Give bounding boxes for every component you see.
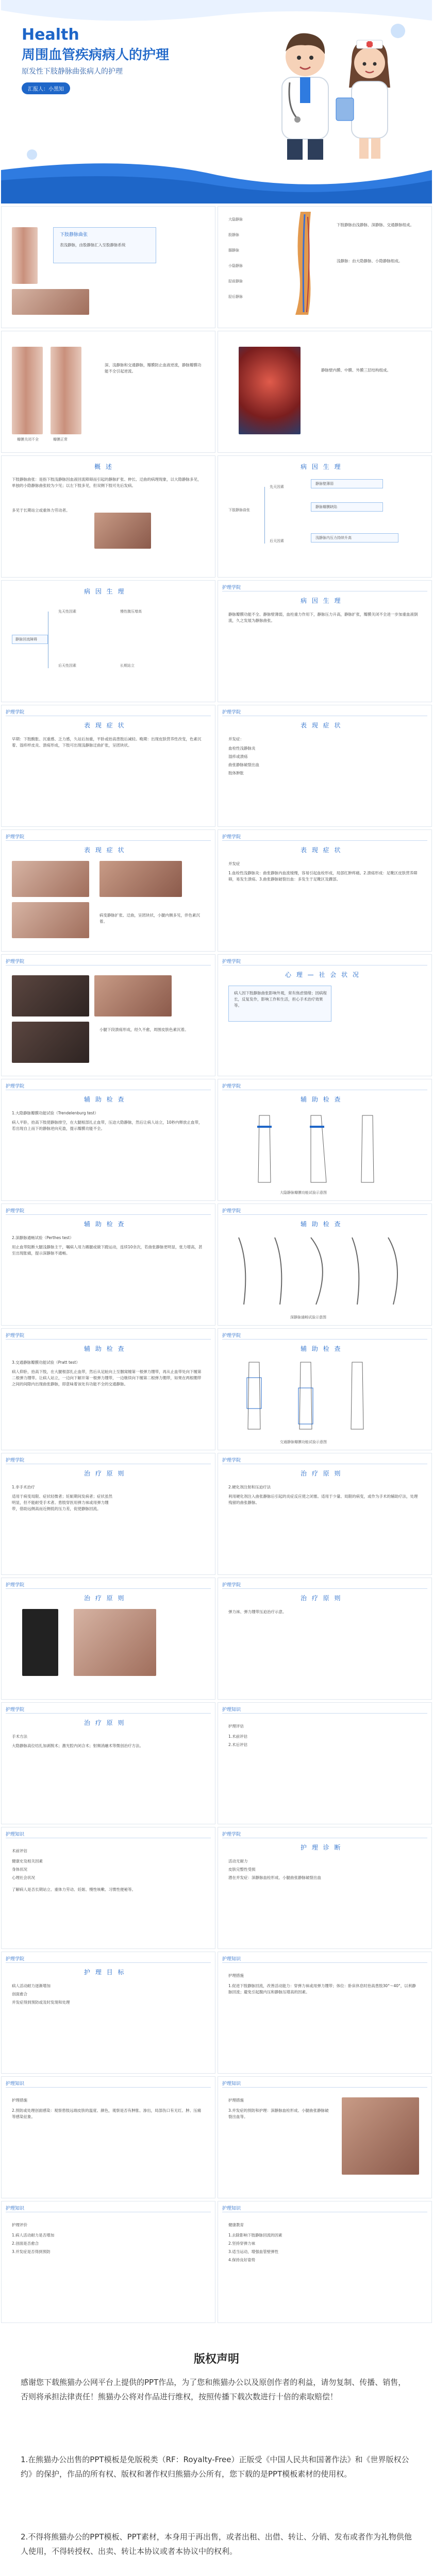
slide-32-header: 护理知识 xyxy=(6,2081,25,2087)
slide-28 xyxy=(1,1827,215,1949)
item-1: 静脉壁薄弱 xyxy=(315,482,334,486)
slide-12-header: 护理学院 xyxy=(6,835,25,840)
slide-10-text: 早期：下肢酸胀、沉重感、乏力感，久站后加重，平卧或抬高患肢后减轻。晚期：出现皮肤营养性改变，色素沉着、湿疹样皮炎、溃疡形成，下肢可出现浅静脉迂曲扩张，呈团块状。 xyxy=(12,737,202,748)
slide-18-heading: 2.深静脉通畅试验（Perthes test） xyxy=(12,1235,74,1240)
slide-21-title: 辅 助 检 查 xyxy=(301,1345,342,1352)
slide-9-header: 护理学院 xyxy=(222,585,241,590)
node-center-label: 静脉回流障碍 xyxy=(15,637,37,641)
cover-title: 周围血管疾病病人的护理 xyxy=(22,47,170,63)
node-d: 长期站立 xyxy=(120,664,135,668)
vein-label-2: 股静脉 xyxy=(228,233,239,237)
slide-31-text: 1.促进下肢静脉回流，改善活动能力：穿弹力袜或用弹力绷带；体位：卧床休息时抬高患肢30°～40°，以利静脉回流；避免引起腹内压和静脉压增高的因素。 xyxy=(228,1984,416,1994)
slide-10-header: 护理学院 xyxy=(6,710,25,715)
slide-15-header: 护理学院 xyxy=(222,959,241,964)
slide-23-text: 利用硬化剂注入曲张静脉后引起的炎症反应使之闭塞。适用于少量、局限的病变，或作为手术的辅助疗法，处理残留的曲张静脉。 xyxy=(228,1494,418,1505)
slide-19 xyxy=(218,1204,432,1326)
slide-12-image-2 xyxy=(99,861,182,897)
slide-33-image xyxy=(342,2097,419,2175)
slide-6-text2: 多见于长期站立或重体力劳动者。 xyxy=(12,508,70,513)
slide-9-title: 病 因 生 理 xyxy=(301,597,342,604)
slide-22 xyxy=(1,1453,215,1575)
slide-24-title: 治 疗 原 则 xyxy=(84,1595,126,1602)
slide-18-text: 用止血带阻断大腿浅静脉主干，嘱病人用力踢腿或做下蹬运动，连续10余次，若曲张静脉更明显，张力增高，甚至出现胀痛，提示深静脉不通畅。 xyxy=(12,1245,203,1256)
slide-28-item-1: 健康史及相关因素 xyxy=(12,1859,43,1863)
leg-test-diagram-3 xyxy=(228,1357,419,1434)
slide-2-note xyxy=(53,227,156,263)
ulcer-image-1 xyxy=(12,975,89,1016)
slide-21 xyxy=(218,1328,432,1450)
bandage-image xyxy=(74,1609,156,1676)
slide-13-text: 1.血栓性浅静脉炎：曲张静脉内血流缓慢，容易引起血栓形成，局部红肿疼痛。2.溃疡形成：足靴区皮肤营养障碍，易发生溃疡。3.曲张静脉破裂出血：多发生于足靴区及踝部。 xyxy=(228,871,418,882)
slide-30-item-3: 并发症得到预防或及时发现和处理 xyxy=(12,2000,70,2005)
slide-29 xyxy=(218,1827,432,1949)
vessel-wall-image xyxy=(239,347,301,434)
slide-2 xyxy=(1,206,215,328)
slide-26-rule xyxy=(6,1713,211,1714)
slide-27-header: 护理知识 xyxy=(222,1707,241,1713)
slide-34-header: 护理知识 xyxy=(6,2206,25,2211)
slide-25-text: 弹力袜、弹力绷带压迫治疗示意。 xyxy=(228,1609,287,1614)
item-box-2 xyxy=(311,502,383,512)
slide-20-rule xyxy=(6,1339,211,1340)
slide-33-text: 3.并发症的预防和护理：深静脉血栓形成、小腿曲张静脉破裂出血等。 xyxy=(228,2108,329,2119)
slide-7-right: 先天因素 xyxy=(270,485,284,489)
copyright-p3: 2.不得将熊猫办公的PPT模板、PPT素材，本身用于再出售，或者出租、出借、转让、分销、发布或者作为礼物供他人使用，不得转授权、出卖、转让本协议或者本协议中的权利。 xyxy=(21,2532,412,2556)
slide-17-caption: 大隐静脉瓣膜功能试验示意图 xyxy=(280,1191,327,1195)
item-3: 浅静脉内压力持续升高 xyxy=(315,536,352,540)
slide-13-rule xyxy=(222,840,427,841)
slide-12-rule xyxy=(6,840,211,841)
slide-34-heading: 护理评价 xyxy=(12,2223,27,2227)
slide-8-title: 病 因 生 理 xyxy=(84,588,126,595)
slide-13 xyxy=(218,829,432,952)
cover-slide xyxy=(1,0,432,204)
slide-12-image-3 xyxy=(12,902,89,938)
slide-35-item-1: 1.去除影响下肢静脉回流的因素 xyxy=(228,2233,282,2238)
slide-16-text: 病人平卧，抬高下肢使静脉排空，在大腿根部扎止血带，压迫大隐静脉，然后让病人站立，10秒内释放止血带，若出现自上而下的静脉逆向充盈，提示瓣膜功能不全。 xyxy=(12,1120,203,1131)
vein-label-4: 小隐静脉 xyxy=(228,264,243,268)
ulcer-image-3 xyxy=(12,1022,89,1063)
slide-35-heading: 健康教育 xyxy=(228,2223,244,2227)
slide-32-text: 2.预防或处理创面感染：观察患肢远端皮肤的温度、颜色，观察是否有肿胀、渗出，局部伤口有无红、肿、压痛等感染征象。 xyxy=(12,2108,202,2119)
slide-11-item-2: 湿疹或溃疡 xyxy=(228,754,248,759)
slide-22-header: 护理学院 xyxy=(6,1458,25,1463)
slide-16-header: 护理学院 xyxy=(6,1084,25,1089)
slide-28-heading: 术前评估 xyxy=(12,1849,27,1853)
slide-27-heading: 护理评估 xyxy=(228,1724,244,1728)
slide-7-title: 病 因 生 理 xyxy=(301,463,342,470)
slide-17-title: 辅 助 检 查 xyxy=(301,1096,342,1103)
slide-29-item-2: 皮肤完整性受损 xyxy=(228,1867,256,1872)
slide-32-rule xyxy=(6,2087,211,2088)
slide-33-rule xyxy=(222,2087,427,2088)
slide-29-header: 护理学院 xyxy=(222,1832,241,1837)
slide-34-item-2: 2.创面是否愈合 xyxy=(12,2241,39,2246)
slide-31-header: 护理知识 xyxy=(222,1957,241,1962)
slide-21-header: 护理学院 xyxy=(222,1333,241,1338)
slide-15-title: 心 理 — 社 会 状 况 xyxy=(285,971,360,978)
slide-23-header: 护理学院 xyxy=(222,1458,241,1463)
slide-11-item-3: 曲张静脉破裂出血 xyxy=(228,762,259,767)
slide-26-title: 治 疗 原 则 xyxy=(84,1719,126,1726)
slide-13-heading: 并发症 xyxy=(228,861,240,866)
slide-14-text: 小腿下段溃疡形成，经久不愈，周围皮肤色素沉着。 xyxy=(99,1027,189,1032)
slide-11-item-1: 血栓性浅静脉炎 xyxy=(228,746,256,751)
slide-35-header: 护理知识 xyxy=(222,2206,241,2211)
slide-11-header: 护理学院 xyxy=(222,710,241,715)
slide-9-text: 静脉瓣膜功能不全、静脉壁薄弱，血柱重力作用下，静脉压力升高，静脉扩张，瓣膜关闭不全进一步加重血液倒流，久之发展为静脉曲张。 xyxy=(228,612,418,623)
slide-22-heading: 1.非手术治疗 xyxy=(12,1485,35,1489)
slide-18-title: 辅 助 检 查 xyxy=(84,1221,126,1228)
slide-30-item-1: 病人活动耐力逐渐增加 xyxy=(12,1984,51,1988)
valve-image-2 xyxy=(51,347,81,434)
slide-8 xyxy=(1,580,215,702)
slide-4 xyxy=(1,331,215,453)
leg-test-diagram-2 xyxy=(228,1232,419,1310)
stocking-image xyxy=(22,1609,58,1676)
slide-20-text: 病人仰卧，抬高下肢，在大腿根部扎止血带，然后从足趾向上至腘窝缠第一根弹力绷带，再从止血带处向下缠第二根弹力绷带。让病人站立，一边向下解开第一根弹力绷带，一边继续向下缠第二根弹力绷带，如果在两根绷带之间的间隙内出现曲张静脉，即意味着该处有功能不全的交通静脉。 xyxy=(12,1369,202,1386)
slide-13-title: 表 现 症 状 xyxy=(301,846,342,854)
slide-27-item-2: 2.术后评估 xyxy=(228,1742,248,1747)
slide-29-item-3: 潜在并发症：深静脉血栓形成、小腿曲张静脉破裂出血 xyxy=(228,1875,321,1880)
node-b: 后天性因素 xyxy=(58,664,76,668)
slide-28-item-2: 身体状况 xyxy=(12,1867,27,1872)
doctors-illustration xyxy=(259,21,413,165)
slide-26-heading: 手术方法 xyxy=(12,1734,27,1739)
slide-13-header: 护理学院 xyxy=(222,835,241,840)
slide-25-rule xyxy=(222,1588,427,1589)
slide-11-title: 表 现 症 状 xyxy=(301,722,342,729)
slide-34-item-3: 3.并发症是否得到预防 xyxy=(12,2249,51,2254)
slide-22-title: 治 疗 原 则 xyxy=(84,1470,126,1477)
slide-26 xyxy=(1,1702,215,1824)
slide-30 xyxy=(1,1952,215,2074)
slide-15-text: 病人因下肢静脉曲张影响外观，常有焦虑情绪；因病程长，反复发作，影响工作和生活，担心手术治疗效果等。 xyxy=(234,991,327,1008)
slide-23 xyxy=(218,1453,432,1575)
slide-17 xyxy=(218,1079,432,1201)
slide-35 xyxy=(218,2201,432,2323)
slide-22-text: 适用于病变局限、症状轻微者；妊娠期间发病者；症状虽然明显，但不能耐受手术者。患肢穿医用弹力袜或用弹力绷带，借助远侧高而近侧低的压力差，促使静脉回流。 xyxy=(12,1494,112,1511)
slide-25-header: 护理学院 xyxy=(222,1583,241,1588)
slide-7 xyxy=(218,455,432,578)
slide-2-label: 下肢静脉曲张 xyxy=(60,232,88,238)
slide-16-heading: 1.大隐静脉瓣膜功能试验（Trendelenburg test） xyxy=(12,1111,98,1115)
cover-title-en: Health xyxy=(22,26,79,44)
slide-10-title: 表 现 症 状 xyxy=(84,722,126,729)
slide-29-item-1: 活动无耐力 xyxy=(228,1859,248,1863)
slide-25-title: 治 疗 原 则 xyxy=(301,1595,342,1602)
slide-20 xyxy=(1,1328,215,1450)
slide-3-desc1: 下肢静脉由浅静脉、深静脉、交通静脉组成。 xyxy=(337,223,414,227)
vein-diagram xyxy=(285,212,321,315)
slide-31 xyxy=(218,1952,432,2074)
slide-35-item-2: 2.坚持穿弹力袜 xyxy=(228,2241,256,2246)
slide-18 xyxy=(1,1204,215,1326)
slide-32-heading: 护理措施 xyxy=(12,2098,27,2103)
slide-33-heading: 护理措施 xyxy=(228,2098,244,2103)
slide-20-heading: 3.交通静脉瓣膜功能试验（Pratt test） xyxy=(12,1360,80,1365)
slide-26-text: 大隐静脉高位结扎加剥脱术；激光腔内闭合术；射频消融术等微创治疗方法。 xyxy=(12,1743,143,1748)
slide-24 xyxy=(1,1578,215,1700)
vein-label-1: 大隐静脉 xyxy=(228,217,243,222)
slide-17-header: 护理学院 xyxy=(222,1084,241,1089)
slide-27-rule xyxy=(222,1713,427,1714)
slide-26-header: 护理学院 xyxy=(6,1707,25,1713)
slide-3-desc2: 浅静脉：由大隐静脉、小隐静脉组成。 xyxy=(337,259,403,263)
slide-27 xyxy=(218,1702,432,1824)
slide-30-rule xyxy=(6,1962,211,1963)
slide-31-heading: 护理措施 xyxy=(228,1973,244,1978)
slide-3 xyxy=(218,206,432,328)
valve-note-2: 瓣膜正常 xyxy=(53,437,68,442)
item-2: 静脉瓣膜缺陷 xyxy=(315,505,337,509)
slide-23-heading: 2.硬化剂注射和压迫疗法 xyxy=(228,1485,271,1489)
copyright-title: 版权声明 xyxy=(193,2353,239,2366)
valve-image-1 xyxy=(12,347,43,434)
leg-test-diagram-1 xyxy=(239,1110,409,1188)
node-center xyxy=(12,635,48,644)
slide-21-rule xyxy=(222,1339,427,1340)
vein-label-3: 腘静脉 xyxy=(228,248,239,252)
slide-15-box xyxy=(228,986,331,1022)
cover-reporter: 汇报人：小黑知 xyxy=(22,82,70,94)
item-box-3 xyxy=(311,533,398,543)
slide-34 xyxy=(1,2201,215,2323)
slide-5 xyxy=(218,331,432,453)
slide-25 xyxy=(218,1578,432,1700)
slide-12-text: 病变静脉扩张、迂曲，呈团块状，小腿内侧多见，伴色素沉着。 xyxy=(99,913,200,924)
slide-6-text: 下肢静脉曲张：是指下肢浅静脉因血液回流障碍而引起的静脉扩张、伸长、迂曲的病理现象，以大隐静脉多见，单独的小隐静脉曲张较为少见；以左下肢多见，但双侧下肢可先后发病。 xyxy=(12,477,202,488)
slide-21-caption: 交通静脉瓣膜功能试验示意图 xyxy=(280,1440,327,1444)
slide-16-title: 辅 助 检 查 xyxy=(84,1096,126,1103)
bracket-line xyxy=(264,487,265,544)
vein-label-5: 胫前静脉 xyxy=(228,279,243,283)
slide-19-caption: 深静脉通畅试验示意图 xyxy=(290,1315,326,1319)
slide-14 xyxy=(1,954,215,1076)
slide-18-header: 护理学院 xyxy=(6,1209,25,1214)
slide-35-item-3: 3.适当运动，增强血管壁弹性 xyxy=(228,2249,279,2254)
slide-2-desc: 表浅静脉，由股静脉汇入至股静脉系统 xyxy=(60,243,126,247)
slide-30-item-2: 创面愈合 xyxy=(12,1992,27,1996)
slide-15 xyxy=(218,954,432,1076)
slide-6-title: 概 述 xyxy=(94,463,113,470)
slide-12 xyxy=(1,829,215,952)
slide-33-header: 护理知识 xyxy=(222,2081,241,2087)
slide-20-title: 辅 助 检 查 xyxy=(84,1345,126,1352)
slide-23-title: 治 疗 原 则 xyxy=(301,1470,342,1477)
ulcer-image-2 xyxy=(94,975,172,1016)
slide-33 xyxy=(218,2076,432,2198)
copyright-p2: 1.在熊猫办公出售的PPT模板是免版税类（RF：Royalty-Free）正版受《中国人民共和国著作法》和《世界版权公约》的保护，作品的所有权、版权和著作权归熊猫办公所有，您下载的是PPT模板素材的使用权。 xyxy=(21,2455,409,2479)
slide-24-rule xyxy=(6,1588,211,1589)
slide-32 xyxy=(1,2076,215,2198)
slide-24-header: 护理学院 xyxy=(6,1583,25,1588)
item-box-1 xyxy=(311,479,383,488)
slide-11 xyxy=(218,705,432,827)
slide-11-item-4: 肢体肿胀 xyxy=(228,771,244,775)
slide-19-header: 护理学院 xyxy=(222,1209,241,1214)
slide-11-heading: 并发症： xyxy=(228,737,244,741)
slide-20-header: 护理学院 xyxy=(6,1333,25,1338)
cover-subtitle: 原发性下肢静脉曲张病人的护理 xyxy=(22,67,123,76)
slide-34-item-1: 1.病人活动耐力是否增加 xyxy=(12,2233,55,2238)
slide-10 xyxy=(1,705,215,827)
slide-30-title: 护 理 目 标 xyxy=(84,1969,126,1976)
slide-16 xyxy=(1,1079,215,1201)
skin-image xyxy=(12,289,89,315)
slide-12-title: 表 现 症 状 xyxy=(84,846,126,854)
slide-28-header: 护理知识 xyxy=(6,1832,25,1837)
slide-4-desc: 深、浅静脉和交通静脉，瓣膜防止血液逆流，静脉瓣膜功能不全引起逆流。 xyxy=(105,363,202,374)
copyright-p1: 感谢您下载熊猫办公网平台上提供的PPT作品，为了您和熊猫办公以及原创作者的利益，请勿复制、传播、销售，否则将承担法律责任！熊猫办公将对作品进行维权，按照传播下载次数进行十倍的索取赔偿！ xyxy=(21,2378,406,2401)
slide-31-rule xyxy=(222,1962,427,1963)
slide-7-left: 下肢静脉曲张 xyxy=(228,508,250,512)
slide-19-rule xyxy=(222,1214,427,1215)
slide-5-desc: 静脉壁内膜、中膜、外膜三层结构组成。 xyxy=(321,368,391,372)
slide-27-item-1: 1.术前评估 xyxy=(228,1734,248,1739)
slide-28-text: 了解病人是否长期站立、重体力劳动、妊娠、慢性咳嗽、习惯性便秘等。 xyxy=(12,1887,136,1892)
slide-19-title: 辅 助 检 查 xyxy=(301,1221,342,1228)
slide-14-header: 护理学院 xyxy=(6,959,25,964)
slide-29-title: 护 理 诊 断 xyxy=(301,1844,342,1851)
node-c: 慢性腹压增高 xyxy=(120,609,142,614)
slide-18-rule xyxy=(6,1214,211,1215)
leg-vein-image xyxy=(12,227,38,284)
slide-6-image xyxy=(94,513,151,549)
node-a: 先天性因素 xyxy=(58,609,76,614)
slide-28-item-3: 心理社会状况 xyxy=(12,1875,35,1880)
slide-6 xyxy=(1,455,215,578)
slide-30-header: 护理学院 xyxy=(6,1957,25,1962)
slide-35-item-4: 4.保持良好姿势 xyxy=(228,2258,256,2262)
vein-label-6: 胫后静脉 xyxy=(228,295,243,299)
slide-7-right2: 后天因素 xyxy=(270,539,284,543)
slide-12-image-1 xyxy=(12,861,89,897)
valve-note-1: 瓣膜关闭不全 xyxy=(17,437,39,442)
slide-9 xyxy=(218,580,432,702)
